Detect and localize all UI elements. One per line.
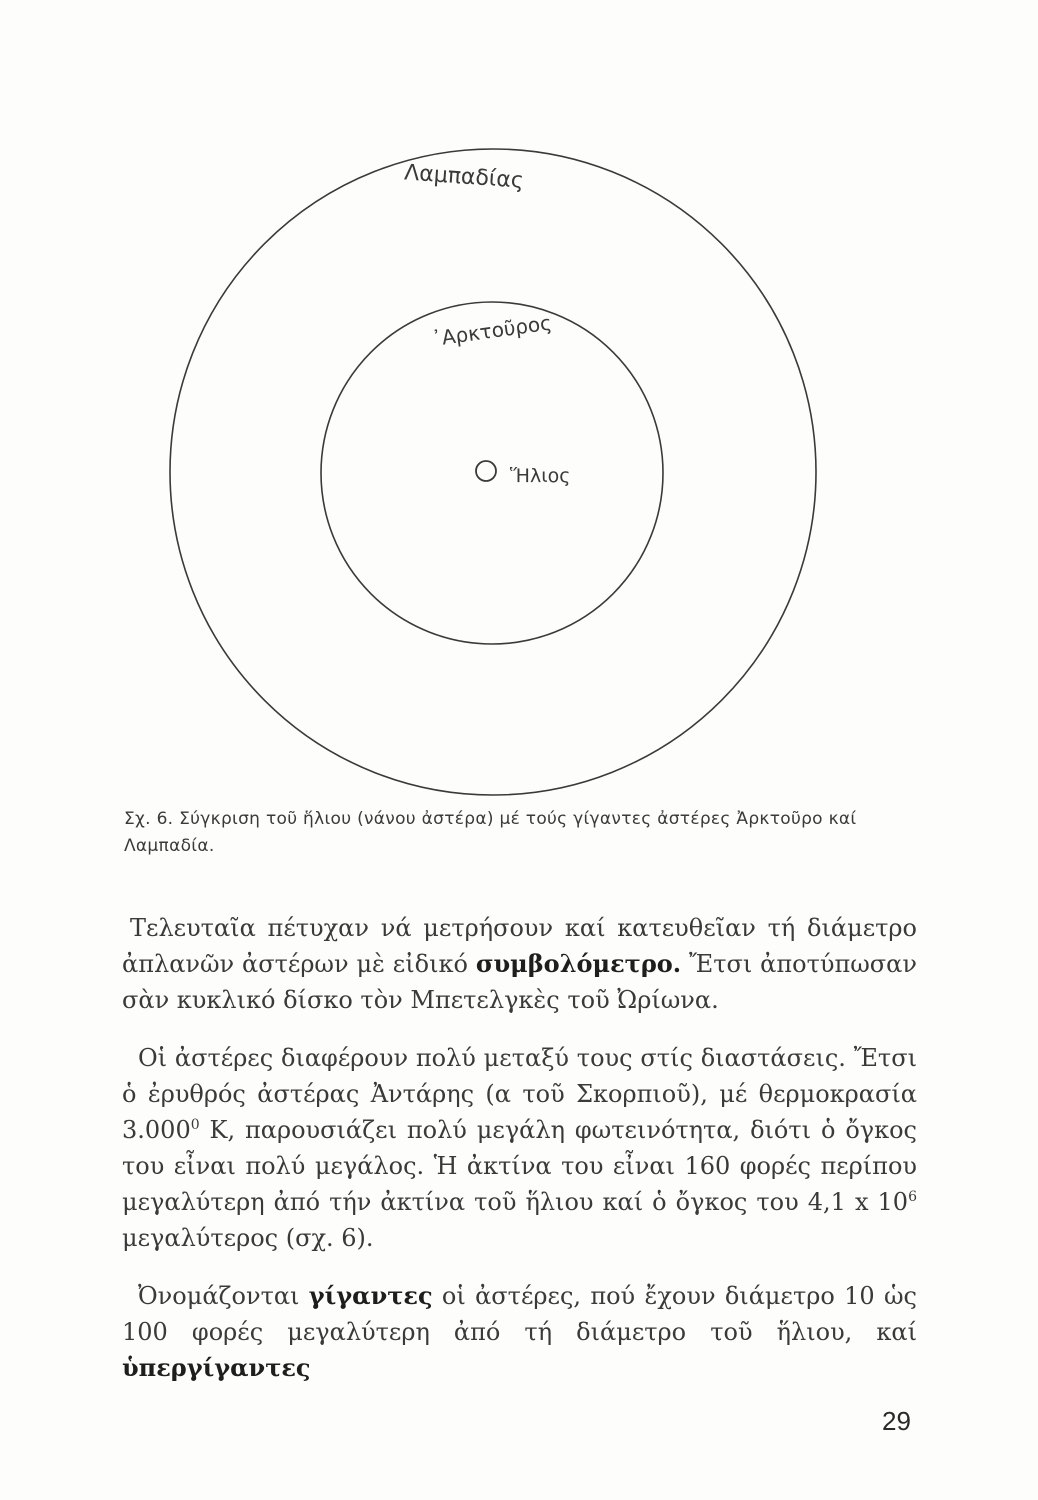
term-symbolometro: συμβολόμετρο. xyxy=(475,949,682,978)
term-ypergigantes: ὑπεργίγαντες xyxy=(122,1353,311,1382)
paragraph-1 xyxy=(122,910,917,1018)
exponent-superscript: 6 xyxy=(908,1189,917,1205)
paragraph-3 xyxy=(122,1278,917,1386)
paragraph-3-text-a: Ὀνομάζονται xyxy=(138,1282,309,1310)
degree-superscript: 0 xyxy=(190,1117,200,1133)
term-gigantes: γίγαντες xyxy=(308,1281,433,1310)
outer-circle-label: Λαμπαδίας xyxy=(403,160,525,194)
paragraph-3-text-b: οἱ ἀστέρες, πού ἔχουν διάμετρο 10 ὡς 100 φορές μεγαλύτερη ἀπό τή διάμετρο τοῦ ἥλιου, καί xyxy=(122,1282,917,1346)
outer-circle-lampadias xyxy=(170,149,816,795)
figure-caption xyxy=(124,806,914,860)
sun-label: Ἥλιος xyxy=(510,465,571,487)
paragraph-2-text-a: Οἱ ἀστέρες διαφέρουν πολύ μεταξύ τους στίς διαστάσεις. Ἔτσι ὁ ἐρυθρός ἀστέρας Ἀντάρης (α τοῦ Σκορπιοῦ), μέ θερμοκρασία 3.000 xyxy=(122,1044,917,1144)
paragraph-1-text-a: Τελευταῖα πέτυχαν νά μετρήσουν καί κατευθεῖαν τή διάμετρο ἀπλανῶν ἀστέρων μὲ εἰδικό xyxy=(122,914,917,978)
paragraph-2-text-c: μεγαλύτερος (σχ. 6). xyxy=(122,1224,374,1252)
middle-circle-arktouros xyxy=(321,302,663,644)
paragraph-1-text-b: Ἔτσι ἀποτύπωσαν σὰν κυκλικό δίσκο τὸν Μπετελγκὲς τοῦ Ὠρίωνα. xyxy=(122,950,917,1014)
caption-text: Σύγκριση τοῦ ἥλιου (νάνου ἀστέρα) μέ τούς γίγαντες ἀστέρες Ἀρκτοῦρο καί Λαμπαδία. xyxy=(124,809,857,856)
paragraph-2-text-b: K, παρουσιάζει πολύ μεγάλη φωτεινότητα, διότι ὁ ὄγκος του εἶναι πολύ μεγάλος. Ἡ ἀκτίνα του εἶναι 160 φορές περίπου μεγαλύτερη ἀπό τήν ἀκτίνα τοῦ ἥλιου καί ὁ ὄγκος του 4,1 x 10 xyxy=(122,1116,917,1216)
middle-circle-label: ᾿Αρκτοῦρος xyxy=(430,310,554,351)
sun-circle xyxy=(476,461,496,481)
paragraph-2 xyxy=(122,1040,917,1256)
page-number: 29 xyxy=(882,1406,911,1436)
body-text xyxy=(122,910,917,1408)
caption-number: Σχ. 6. xyxy=(124,809,174,829)
